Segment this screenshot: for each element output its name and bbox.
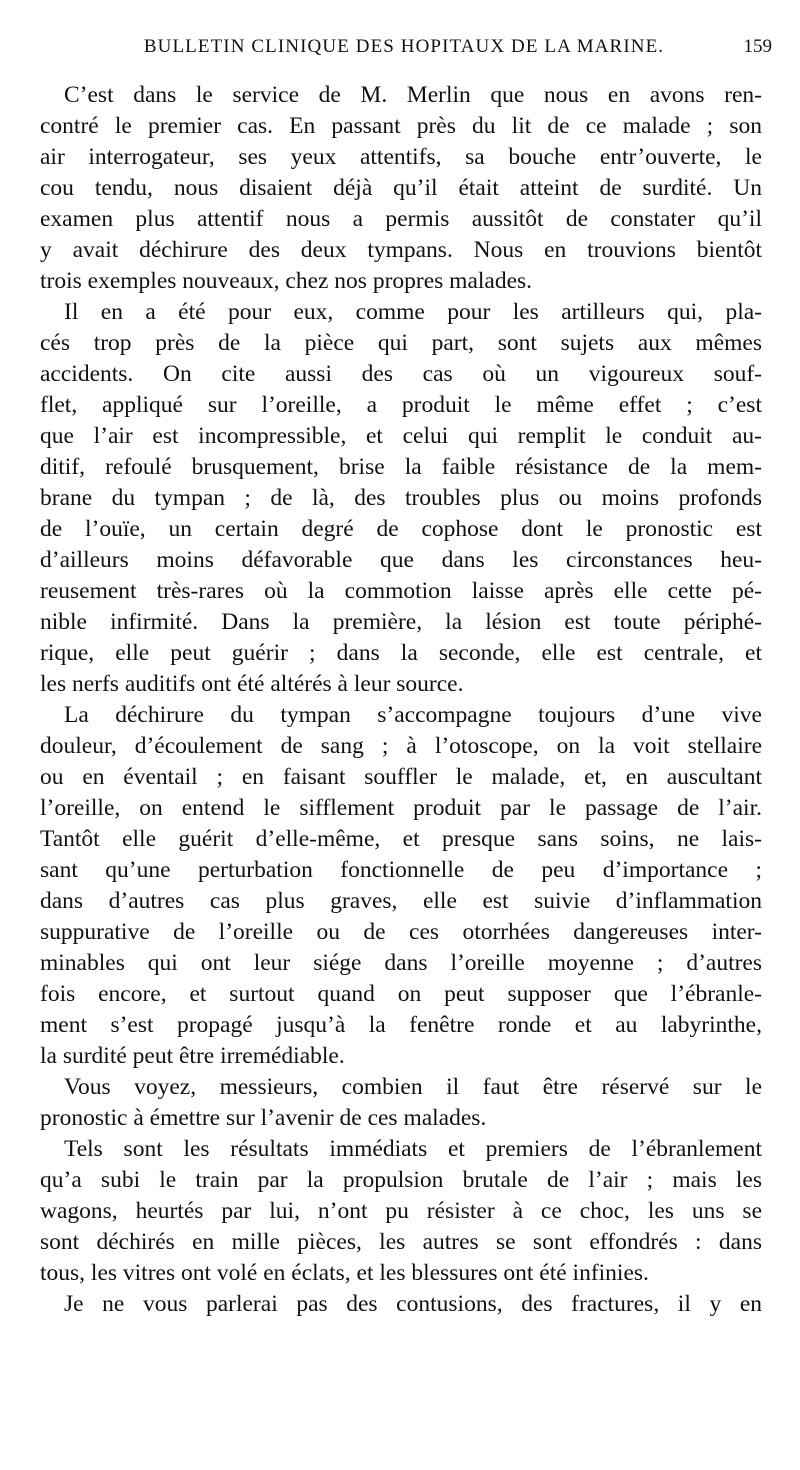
text-line: minables qui ont leur siége dans l’oreille moyenne ; d’autres — [40, 950, 762, 976]
text-line: la surdité peut être irremédiable. — [40, 1043, 345, 1069]
text-line: C’est dans le service de M. Merlin que nous en avons ren- — [64, 82, 762, 108]
text-line: les nerfs auditifs ont été altérés à leur source. — [40, 671, 464, 697]
text-line: nible infirmité. Dans la première, la lésion est toute périphé- — [40, 609, 762, 635]
body-text — [40, 80, 762, 1320]
text-line: Il en a été pour eux, comme pour les artilleurs qui, pla- — [64, 299, 762, 325]
text-line: cou tendu, nous disaient déjà qu’il était atteint de surdité. Un — [40, 175, 762, 201]
text-line: flet, appliqué sur l’oreille, a produit le même effet ; c’est — [40, 392, 762, 418]
text-line: air interrogateur, ses yeux attentifs, sa bouche entr’ouverte, le — [40, 144, 762, 170]
text-line: de l’ouïe, un certain degré de cophose dont le pronostic est — [40, 516, 762, 542]
text-line: douleur, d’écoulement de sang ; à l’otoscope, on la voit stellaire — [40, 733, 762, 759]
text-line: pronostic à émettre sur l’avenir de ces malades. — [40, 1105, 487, 1131]
text-line: y avait déchirure des deux tympans. Nous en trouvions bientôt — [40, 237, 762, 263]
text-line: Tantôt elle guérit d’elle-même, et presque sans soins, ne lais- — [40, 826, 762, 852]
page-number: 159 — [743, 36, 772, 57]
text-line: wagons, heurtés par lui, n’ont pu résister à ce choc, les uns se — [40, 1198, 762, 1224]
running-head — [30, 36, 772, 66]
text-line: rique, elle peut guérir ; dans la seconde, elle est centrale, et — [40, 640, 762, 666]
text-line: accidents. On cite aussi des cas où un vigoureux souf- — [40, 361, 762, 387]
text-line: sont déchirés en mille pièces, les autres se sont effondrés : dans — [40, 1229, 762, 1255]
text-line: fois encore, et surtout quand on peut supposer que l’ébranle- — [40, 981, 762, 1007]
text-line: suppurative de l’oreille ou de ces otorrhées dangereuses inter- — [40, 919, 762, 945]
text-line: sant qu’une perturbation fonctionnelle de peu d’importance ; — [40, 857, 762, 883]
text-line: qu’a subi le train par la propulsion brutale de l’air ; mais les — [40, 1167, 762, 1193]
text-line: trois exemples nouveaux, chez nos propres malades. — [40, 268, 533, 294]
text-line: Je ne vous parlerai pas des contusions, des fractures, il y en — [64, 1291, 762, 1317]
text-line: ou en éventail ; en faisant souffler le malade, et, en auscultant — [40, 764, 762, 790]
text-line: ditif, refoulé brusquement, brise la faible résistance de la mem- — [40, 454, 762, 480]
text-line: examen plus attentif nous a permis aussitôt de constater qu’il — [40, 206, 762, 232]
text-line: l’oreille, on entend le sifflement produit par le passage de l’air. — [40, 795, 762, 821]
text-line: tous, les vitres ont volé en éclats, et les blessures ont été infinies. — [40, 1260, 649, 1286]
text-line: d’ailleurs moins défavorable que dans les circonstances heu- — [40, 547, 762, 573]
text-line: Tels sont les résultats immédiats et premiers de l’ébranlement — [64, 1136, 762, 1162]
text-line: que l’air est incompressible, et celui qui remplit le conduit au- — [40, 423, 762, 449]
text-line: La déchirure du tympan s’accompagne toujours d’une vive — [64, 702, 762, 728]
text-line: ment s’est propagé jusqu’à la fenêtre ronde et au labyrinthe, — [40, 1012, 762, 1038]
text-line: reusement très-rares où la commotion laisse après elle cette pé- — [40, 578, 762, 604]
text-line: dans d’autres cas plus graves, elle est suivie d’inflammation — [40, 888, 762, 914]
text-line: cés trop près de la pièce qui part, sont sujets aux mêmes — [40, 330, 762, 356]
running-head-title: BULLETIN CLINIQUE DES HOPITAUX DE LA MARINE. — [143, 36, 665, 57]
text-line: brane du tympan ; de là, des troubles plus ou moins profonds — [40, 485, 762, 511]
text-line: Vous voyez, messieurs, combien il faut être réservé sur le — [64, 1074, 762, 1100]
text-line: contré le premier cas. En passant près du lit de ce malade ; son — [40, 113, 762, 139]
